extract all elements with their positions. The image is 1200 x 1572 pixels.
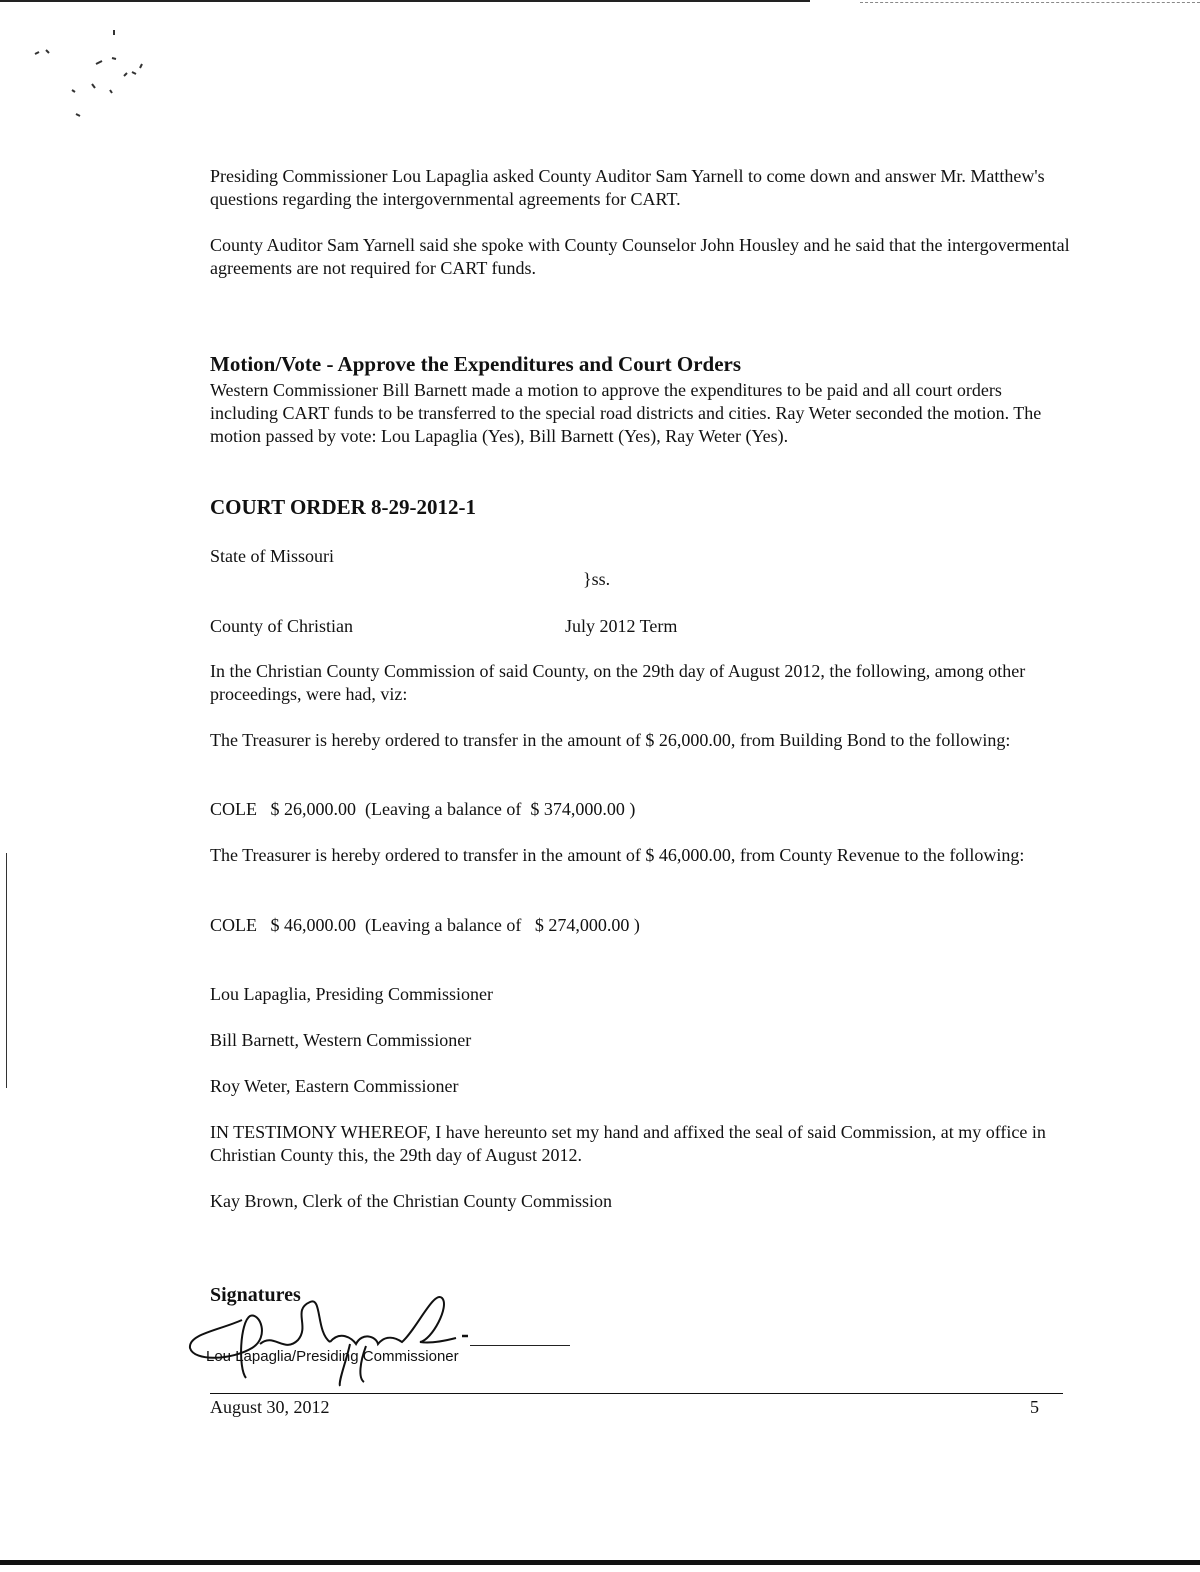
scan-specks — [20, 20, 160, 130]
commissioner-eastern: Roy Weter, Eastern Commissioner — [210, 1076, 459, 1096]
clerk-line: Kay Brown, Clerk of the Christian County Commission — [210, 1191, 612, 1211]
signature-caption: Lou Lapaglia/Presiding Commissioner — [206, 1348, 459, 1365]
footer-date: August 30, 2012 — [210, 1397, 330, 1417]
footer-rule — [210, 1393, 1063, 1394]
auditor-reply-paragraph: County Auditor Sam Yarnell said she spoke with County Counselor John Housley and he said that the intergovermental agreements are not required for CART funds. — [210, 235, 1070, 278]
county-label: County of Christian — [210, 616, 353, 636]
motion-paragraph: Western Commissioner Bill Barnett made a motion to approve the expenditures to be paid and all court orders including CART funds to be transferred to the special road districts and cities. Ray Weter seconded the motion. The motion passed by vote: Lou Lapaglia (Yes), Bill Barnett (Yes), Ray Weter (Yes). — [210, 380, 1042, 446]
testimony-paragraph: IN TESTIMONY WHEREOF, I have hereunto set my hand and affixed the seal of said Commission, at my office in Christian County this, the 29th day of August 2012. — [210, 1122, 1046, 1165]
transfer-paragraph-2: The Treasurer is hereby ordered to transfer in the amount of $ 46,000.00, from County Revenue to the following: — [210, 845, 1025, 865]
term-label: July 2012 Term — [565, 616, 678, 636]
handwritten-signature — [180, 1282, 500, 1392]
commissioner-western: Bill Barnett, Western Commissioner — [210, 1030, 472, 1050]
scan-margin-line — [6, 853, 7, 1088]
scan-border-top — [0, 0, 810, 2]
scan-border-top-dashed — [860, 2, 1200, 3]
cole-line-1: COLE $ 26,000.00 (Leaving a balance of $ 374,000.00 ) — [210, 799, 636, 819]
commissioner-presiding: Lou Lapaglia, Presiding Commissioner — [210, 984, 493, 1004]
transfer-paragraph-1: The Treasurer is hereby ordered to transfer in the amount of $ 26,000.00, from Building Bond to the following: — [210, 730, 1011, 750]
state-label: State of Missouri — [210, 546, 334, 566]
intro-paragraph: In the Christian County Commission of said County, on the 29th day of August 2012, the following, among other proceedings, were had, viz: — [210, 661, 1026, 704]
court-order-heading: COURT ORDER 8-29-2012-1 — [210, 495, 477, 519]
ss-mark: }ss. — [583, 569, 611, 589]
auditor-request-paragraph: Presiding Commissioner Lou Lapaglia asked County Auditor Sam Yarnell to come down and answer Mr. Matthew's questions regarding the intergovernmental agreements for CART. — [210, 166, 1045, 209]
signature-line — [470, 1345, 570, 1346]
motion-heading: Motion/Vote - Approve the Expenditures and Court Orders — [210, 352, 742, 376]
signatures-heading: Signatures — [210, 1284, 301, 1306]
page-number: 5 — [1030, 1397, 1039, 1417]
cole-line-2: COLE $ 46,000.00 (Leaving a balance of $ 274,000.00 ) — [210, 915, 640, 935]
scan-border-bottom — [0, 1560, 1200, 1565]
